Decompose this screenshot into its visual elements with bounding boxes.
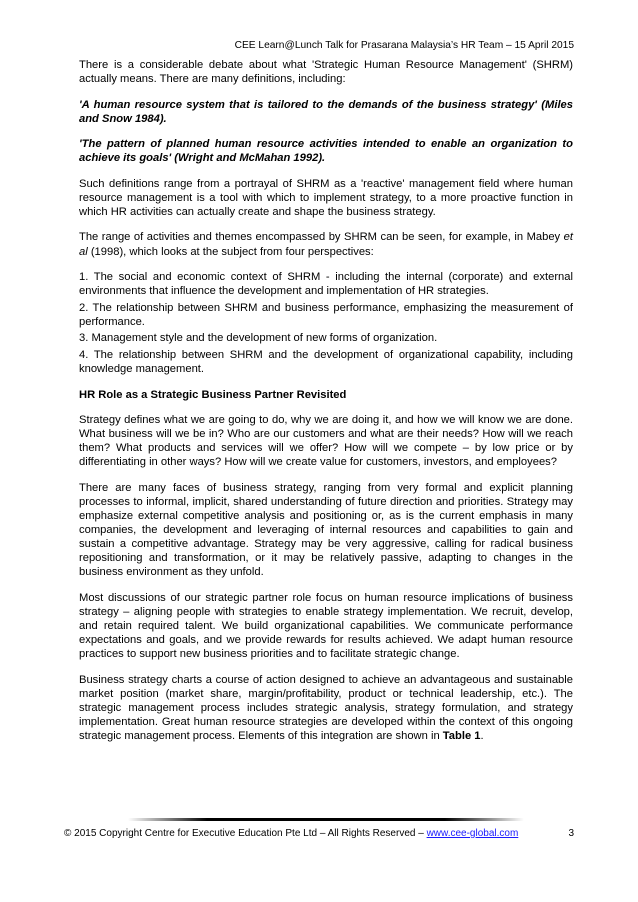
- table-1-reference: Table 1: [442, 730, 481, 743]
- business-strategy-text: Business strategy charts a course of action designed to achieve an advantageous and sustainable market position (market share, margin/profitability, product or technical leadership, etc.). The strategic management process includes strategic analysis, strategy formulation, and strategy implementation. Great human resource strategies are developed within the context of this ongoing strategic management process. Elements of this integration are shown in: [79, 673, 573, 743]
- range-text-after: (1998), which looks at the subject from four perspectives:: [87, 245, 374, 258]
- footer-divider: [128, 818, 524, 821]
- intro-paragraph: There is a considerable debate about what 'Strategic Human Resource Management' (SHRM) actually means. There are many definitions, including:: [79, 59, 573, 86]
- page-body: [79, 58, 573, 743]
- definitions-range-paragraph: Such definitions range from a portrayal of SHRM as a 'reactive' management field where human resource management is a tool with which to implement strategy, to a more proactive function in which HR activities can actually create and shape the business strategy.: [79, 177, 573, 218]
- range-text-before: The range of activities and themes encompassed by SHRM can be seen, for example, in Mabey: [79, 231, 564, 244]
- perspective-item-3: 3. Management style and the development of new forms of organization.: [79, 332, 438, 345]
- business-strategy-end: .: [480, 730, 484, 743]
- strategic-partner-role-paragraph: Most discussions of our strategic partner role focus on human resource implications of business strategy – aligning people with strategies to enable strategy implementation. We recruit, develop, and retain required talent. We build organizational capabilities. We communicate performance expectations and goals, and we provide rewards for results achieved. We adapt human resource practices to support new business priorities and to facilitate strategic change.: [79, 591, 573, 661]
- strategy-defines-paragraph: Strategy defines what we are going to do, why we are doing it, and how we will know we are done. What business will we be in? Who are our customers and what are their needs? How will we reach them? What products and services will we offer? How will we compete – by low price or by differentiating in other ways? How will we create value for customers, investors, and employees?: [79, 414, 573, 469]
- definition-quote-wright-mcmahan: 'The pattern of planned human resource activities intended to enable an organization to achieve its goals' (Wright and McMahan 1992).: [79, 138, 573, 165]
- footer-website-link[interactable]: www.cee-global.com: [426, 828, 519, 839]
- et-al-italic: et al: [79, 231, 573, 258]
- section-heading: HR Role as a Strategic Business Partner Revisited: [79, 388, 347, 401]
- perspective-item-1: 1. The social and economic context of SHRM - including the internal (corporate) and external environments that influence the development and implementation of HR strategies.: [79, 270, 573, 298]
- range-of-activities-paragraph: [79, 230, 573, 258]
- footer-copyright: © 2015 Copyright Centre for Executive Education Pte Ltd – All Rights Reserved –: [64, 828, 427, 839]
- page-footer: [64, 828, 574, 839]
- business-strategy-paragraph: [79, 673, 573, 743]
- definition-quote-miles-snow: 'A human resource system that is tailored to the demands of the business strategy' (Miles and Snow 1984).: [79, 98, 573, 125]
- perspective-item-4: 4. The relationship between SHRM and the development of organizational capability, including knowledge management.: [79, 348, 573, 376]
- perspective-item-2: 2. The relationship between SHRM and business performance, emphasizing the measurement of performance.: [79, 301, 573, 328]
- page-number: 3: [568, 828, 574, 839]
- page-header: CEE Learn@Lunch Talk for Prasarana Malaysia’s HR Team – 15 April 2015: [234, 40, 574, 51]
- faces-of-strategy-paragraph: There are many faces of business strategy, ranging from very formal and explicit planning processes to informal, implicit, shared understanding of future direction and priorities. Strategy may emphasize external competitive analysis and positioning or, as is the current emphasis in many companies, the development and leveraging of internal resources and capabilities to gain and sustain a competitive advantage. Strategy may be very aggressive, calling for radical business repositioning and transformation, or it may be relatively passive, adapting to changes in the business environment as they unfold.: [79, 481, 573, 579]
